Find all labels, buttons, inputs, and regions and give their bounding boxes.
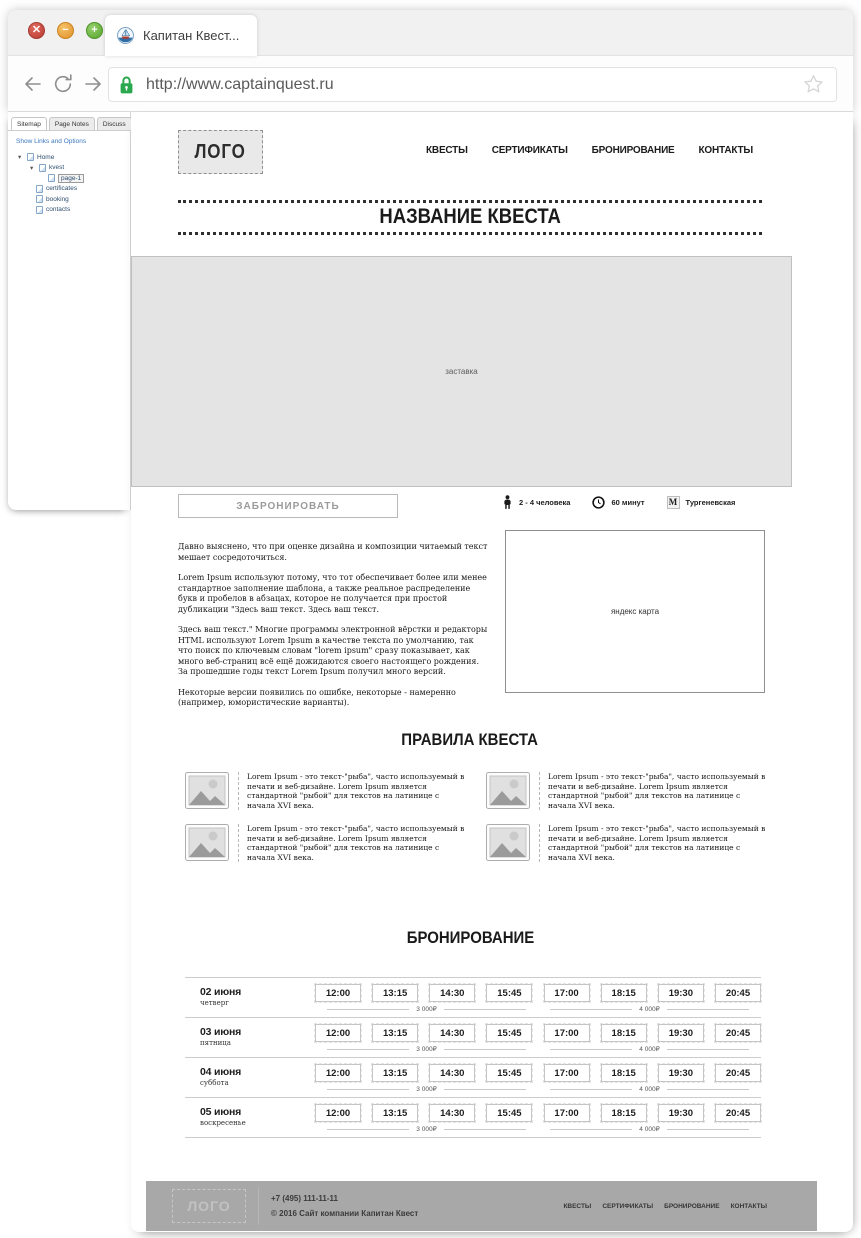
booking-date: 05 июня — [200, 1106, 242, 1118]
price-label: 3 000₽ — [416, 1086, 437, 1093]
booking-date: 03 июня — [200, 1026, 242, 1038]
time-slot[interactable]: 15:45 — [486, 1024, 532, 1042]
booking-table — [185, 977, 761, 1138]
page-icon — [36, 185, 43, 193]
close-button[interactable]: ✕ — [28, 22, 45, 39]
footer-nav-kvesty[interactable]: КВЕСТЫ — [563, 1202, 592, 1210]
minimize-button[interactable]: − — [57, 22, 74, 39]
paragraph: Некоторые версии появились по ошибке, некоторые - намеренно (например, юмористические варианты). — [178, 687, 456, 707]
tree-label-selected: page-1 — [58, 174, 84, 183]
ship-favicon-icon — [117, 27, 134, 44]
tree-label: booking — [46, 195, 69, 203]
footer-info — [258, 1187, 418, 1225]
tree-label: Home — [37, 153, 55, 161]
price-group — [538, 1005, 761, 1013]
expand-caret-icon[interactable] — [30, 164, 36, 172]
booking-slots-cell — [315, 1058, 761, 1097]
footer-nav-bronirovanie[interactable]: БРОНИРОВАНИЕ — [664, 1202, 720, 1210]
booking-title: БРОНИРОВАНИЕ — [406, 928, 534, 947]
nav-item-kvesty[interactable]: КВЕСТЫ — [426, 145, 468, 156]
tab-bar — [8, 10, 853, 55]
price-label: 3 000₽ — [416, 1126, 437, 1133]
paragraph: Давно выяснено, что при оценке дизайна и композиции читаемый текст мешает сосредоточиться. — [178, 542, 488, 562]
booking-weekday: четверг — [200, 999, 229, 1007]
expand-caret-icon[interactable] — [18, 153, 24, 161]
footer-logo[interactable]: ЛОГО — [172, 1189, 246, 1223]
time-slot[interactable]: 17:00 — [544, 984, 590, 1002]
clock-icon — [592, 496, 605, 509]
time-slot[interactable]: 19:30 — [658, 1064, 704, 1082]
hero-label: заставка — [445, 367, 478, 376]
time-slot[interactable]: 18:15 — [601, 1104, 647, 1122]
paragraph: Lorem Ipsum используют потому, что тот обеспечивает более или менее стандартное заполнение шаблона, а также реальное распределение букв и пробелов в абзацах, которое не получается при простой дубликации "Здесь ваш текст. Здесь ваш текст. — [178, 573, 487, 614]
nav-item-sertifikaty[interactable]: СЕРТИФИКАТЫ — [491, 145, 568, 156]
time-slot[interactable]: 15:45 — [486, 984, 532, 1002]
image-placeholder-icon — [185, 772, 229, 810]
time-slot[interactable]: 14:30 — [429, 1064, 475, 1082]
tree-item-certificates[interactable] — [12, 184, 126, 195]
time-slot[interactable]: 12:00 — [315, 1064, 361, 1082]
page-viewport — [131, 112, 853, 1232]
time-slot[interactable]: 18:15 — [601, 1064, 647, 1082]
time-slot[interactable]: 17:00 — [544, 1024, 590, 1042]
price-group — [315, 1045, 538, 1053]
rule-item — [185, 772, 466, 810]
tab-page-notes[interactable]: Page Notes — [49, 117, 95, 130]
dotted-divider — [178, 200, 762, 203]
tree-item-page-1[interactable] — [12, 173, 126, 184]
rule-item — [486, 824, 767, 862]
booking-day-row — [185, 1057, 761, 1097]
rule-text: Lorem Ipsum - это текст-"рыба", часто используемый в печати и веб-дизайне. Lorem Ipsum является стандартной "рыбой" для текстов на латинице с начала XVI века. — [238, 772, 466, 810]
price-label: 4 000₽ — [639, 1086, 660, 1093]
price-label: 3 000₽ — [416, 1006, 437, 1013]
footer-nav-kontakty[interactable]: КОНТАКТЫ — [730, 1202, 767, 1210]
booking-slots-cell — [315, 978, 761, 1017]
time-slot[interactable]: 12:00 — [315, 984, 361, 1002]
forward-button[interactable] — [80, 71, 106, 97]
page-icon — [39, 164, 46, 172]
time-slot[interactable]: 14:30 — [429, 1104, 475, 1122]
price-group — [315, 1125, 538, 1133]
paragraph: Здесь ваш текст." Многие программы электронной вёрстки и редакторы HTML используют Lorem Ipsum в качестве текста по умолчанию, так что поиск по ключевым словам "lorem ipsum" сразу показывает, как много веб-страниц всё ещё дожидаются своего настоящего рождения. За прошедшие годы текст Lorem Ipsum получил много версий. — [178, 625, 488, 676]
price-group — [315, 1005, 538, 1013]
hero-placeholder — [131, 256, 792, 487]
price-label: 4 000₽ — [639, 1006, 660, 1013]
time-slot[interactable]: 18:15 — [601, 984, 647, 1002]
tab-discuss[interactable]: Discuss — [97, 117, 132, 130]
rules-grid — [185, 772, 767, 862]
metro-label: Тургеневская — [685, 497, 736, 507]
price-group — [538, 1085, 761, 1093]
time-slot[interactable]: 17:00 — [544, 1064, 590, 1082]
time-slot[interactable]: 19:30 — [658, 1104, 704, 1122]
players-label: 2 - 4 человека — [519, 497, 571, 507]
nav-item-bronirovanie[interactable]: БРОНИРОВАНИЕ — [591, 145, 675, 156]
lock-icon — [119, 75, 134, 95]
time-slot[interactable]: 20:45 — [715, 1064, 761, 1082]
quest-description — [178, 542, 488, 719]
price-label: 3 000₽ — [416, 1046, 437, 1053]
rule-item — [185, 824, 466, 862]
site-footer — [146, 1181, 817, 1231]
image-placeholder-icon — [185, 824, 229, 862]
page-icon — [27, 153, 34, 161]
tree-item-booking[interactable] — [12, 194, 126, 205]
back-button[interactable] — [20, 71, 46, 97]
time-slot[interactable]: 17:00 — [544, 1104, 590, 1122]
url-text[interactable]: http://www.captainquest.ru — [146, 75, 334, 93]
address-bar[interactable] — [108, 67, 837, 102]
quest-info-row — [502, 495, 735, 509]
time-slot[interactable]: 13:15 — [372, 1104, 418, 1122]
booking-section-title — [178, 928, 762, 948]
rules-title: ПРАВИЛА КВЕСТА — [401, 730, 539, 749]
dotted-divider — [178, 232, 762, 235]
price-group — [538, 1045, 761, 1053]
main-nav — [178, 145, 753, 156]
sitemap-panel — [8, 112, 131, 510]
rule-text: Lorem Ipsum - это текст-"рыба", часто используемый в печати и веб-дизайне. Lorem Ipsum является стандартной "рыбой" для текстов на латинице с начала XVI века. — [539, 824, 767, 862]
map-placeholder — [505, 530, 765, 693]
book-button[interactable]: ЗАБРОНИРОВАТЬ — [178, 494, 398, 518]
booking-slots-cell — [315, 1018, 761, 1057]
browser-window — [8, 10, 853, 112]
time-slot[interactable]: 15:45 — [486, 1104, 532, 1122]
time-slot[interactable]: 15:45 — [486, 1064, 532, 1082]
time-slot[interactable]: 20:45 — [715, 1104, 761, 1122]
browser-toolbar — [8, 55, 853, 112]
rules-section-title — [178, 730, 762, 750]
price-group — [538, 1125, 761, 1133]
quest-title-block — [178, 200, 762, 235]
players-info — [502, 495, 570, 509]
time-slot[interactable]: 20:45 — [715, 1024, 761, 1042]
metro-icon: М — [667, 496, 680, 509]
nav-item-kontakty[interactable]: КОНТАКТЫ — [698, 145, 753, 156]
page-icon — [36, 206, 43, 214]
tree-item-home[interactable] — [12, 152, 126, 163]
booking-date-cell — [185, 1018, 315, 1057]
logo-text: ЛОГО — [194, 140, 247, 163]
metro-info — [667, 496, 736, 509]
rule-item — [486, 772, 767, 810]
booking-weekday: пятница — [200, 1039, 231, 1047]
reload-button[interactable] — [50, 71, 76, 97]
tree-item-contacts[interactable] — [12, 205, 126, 216]
tree-label: kvest — [49, 164, 65, 172]
page-icon — [36, 195, 43, 203]
booking-date-cell — [185, 978, 315, 1017]
time-slot[interactable]: 12:00 — [315, 1024, 361, 1042]
maximize-button[interactable]: + — [86, 22, 103, 39]
booking-weekday: воскресенье — [200, 1119, 246, 1127]
footer-nav-sertifikaty[interactable]: СЕРТИФИКАТЫ — [602, 1202, 654, 1210]
rule-text: Lorem Ipsum - это текст-"рыба", часто используемый в печати и веб-дизайне. Lorem Ipsum является стандартной "рыбой" для текстов на латинице с начала XVI века. — [539, 772, 767, 810]
footer-nav — [563, 1203, 767, 1210]
tree-item-kvest[interactable] — [12, 163, 126, 174]
rule-text: Lorem Ipsum - это текст-"рыба", часто используемый в печати и веб-дизайне. Lorem Ipsum является стандартной "рыбой" для текстов на латинице с начала XVI века. — [238, 824, 466, 862]
tree-label: certificates — [46, 185, 78, 193]
tab-sitemap[interactable]: Sitemap — [11, 117, 47, 130]
quest-title: НАЗВАНИЕ КВЕСТА — [379, 205, 561, 228]
page-icon — [48, 174, 55, 182]
booking-day-row — [185, 1097, 761, 1137]
show-links-options-link[interactable]: Show Links and Options — [16, 138, 87, 145]
booking-date: 02 июня — [200, 986, 242, 998]
map-label: яндекс карта — [610, 607, 660, 616]
window-controls — [28, 22, 103, 39]
booking-date-cell — [185, 1058, 315, 1097]
time-slot[interactable]: 13:15 — [372, 984, 418, 1002]
image-placeholder-icon — [486, 772, 530, 810]
time-slot[interactable]: 18:15 — [601, 1024, 647, 1042]
booking-day-row — [185, 1017, 761, 1057]
booking-weekday: суббота — [200, 1079, 229, 1087]
time-slot[interactable]: 14:30 — [429, 1024, 475, 1042]
booking-slots-cell — [315, 1098, 761, 1137]
tab-title: Капитан Квест... — [143, 28, 240, 43]
time-slot[interactable]: 13:15 — [372, 1024, 418, 1042]
footer-phone: +7 (495) 111-11-11 — [271, 1194, 338, 1203]
tree-label: contacts — [46, 206, 71, 214]
time-slot[interactable]: 12:00 — [315, 1104, 361, 1122]
person-icon — [502, 495, 513, 509]
booking-date-cell — [185, 1098, 315, 1137]
time-slot[interactable]: 19:30 — [658, 984, 704, 1002]
image-placeholder-icon — [486, 824, 530, 862]
booking-date: 04 июня — [200, 1066, 242, 1078]
time-slot[interactable]: 19:30 — [658, 1024, 704, 1042]
browser-tab[interactable] — [105, 15, 257, 56]
time-slot[interactable]: 13:15 — [372, 1064, 418, 1082]
time-slot[interactable]: 14:30 — [429, 984, 475, 1002]
price-label: 4 000₽ — [639, 1046, 660, 1053]
sitemap-tree — [8, 149, 130, 218]
duration-info — [592, 496, 644, 509]
duration-label: 60 минут — [611, 497, 645, 507]
bookmark-star-icon[interactable] — [801, 72, 826, 97]
time-slot[interactable]: 20:45 — [715, 984, 761, 1002]
booking-day-row — [185, 977, 761, 1017]
price-group — [315, 1085, 538, 1093]
footer-copyright: © 2016 Сайт компании Капитан Квест — [271, 1209, 419, 1218]
price-label: 4 000₽ — [639, 1126, 660, 1133]
